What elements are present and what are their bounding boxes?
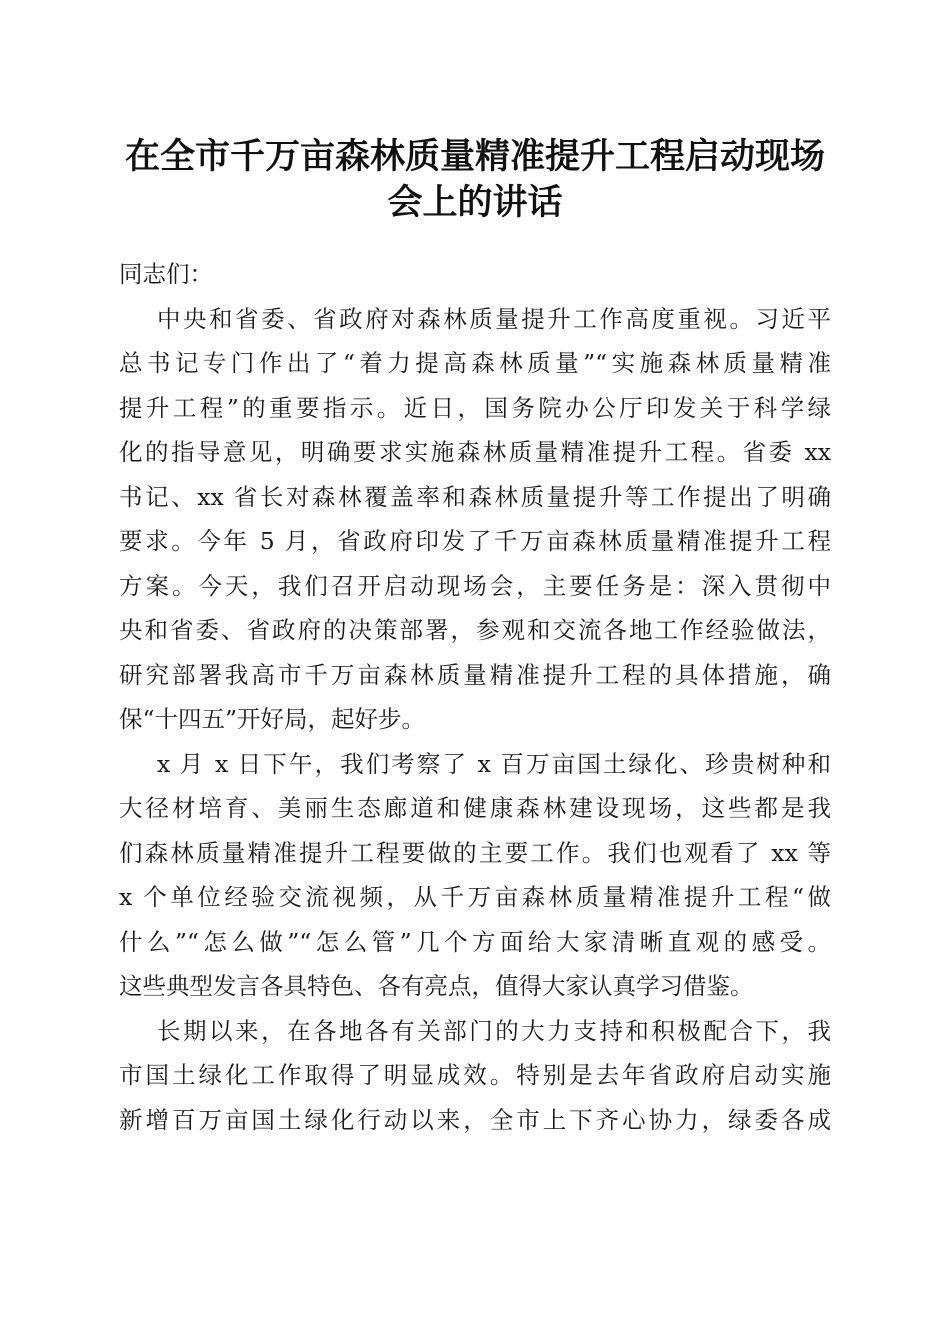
paragraph-line: 提升工程”的重要指示。近日，国务院办公厅印发关于科学绿 [119,393,831,422]
paragraph-line: x 月 x 日下午，我们考察了 x 百万亩国土绿化、珍贵树种和 [157,749,831,778]
salutation: 同志们： [119,260,213,288]
paragraph-line: 大径材培育、美丽生态廊道和健康森林建设现场，这些都是我 [119,794,831,822]
paragraph [119,742,831,1009]
paragraph-line: 市国土绿化工作取得了明显成效。特别是去年省政府启动实施 [119,1061,831,1089]
paragraph-line: 书记、xx 省长对森林覆盖率和森林质量提升等工作提出了明确 [119,482,831,511]
paragraph-line: 们森林质量精准提升工程要做的主要工作。我们也观看了 xx 等 [119,838,831,867]
paragraph-line: 保“十四五”开好局，起好步。 [119,705,426,733]
paragraph-line: 新增百万亩国土绿化行动以来，全市上下齐心协力，绿委各成 [119,1105,831,1134]
paragraph [119,297,831,742]
title-line: 会上的讲话 [387,182,563,223]
title-line: 在全市千万亩森林质量精准提升工程启动现场 [124,136,825,177]
paragraph-line: 要求。今年 5 月，省政府印发了千万亩森林质量精准提升工程 [119,527,831,555]
paragraph-line: 中央和省委、省政府对森林质量提升工作高度重视。习近平 [157,304,831,333]
paragraph-line: 方案。今天，我们召开启动现场会，主要任务是：深入贯彻中 [119,571,831,600]
paragraph-line: 这些典型发言各具特色、各有亮点，值得大家认真学习借鉴。 [119,972,754,1000]
paragraph-line: 总书记专门作出了“着力提高森林质量”“实施森林质量精准 [119,349,831,377]
paragraph-line: 研究部署我高市千万亩森林质量精准提升工程的具体措施，确 [119,660,831,689]
document-title [100,134,850,226]
paragraph-line: 长期以来，在各地各有关部门的大力支持和积极配合下，我 [157,1016,831,1045]
paragraph-line: 央和省委、省政府的决策部署，参观和交流各地工作经验做法， [119,616,831,644]
paragraph-line: 化的指导意见，明确要求实施森林质量精准提升工程。省委 xx [119,438,831,466]
paragraph [119,1009,831,1143]
paragraph-line: x 个单位经验交流视频，从千万亩森林质量精准提升工程“做 [119,883,831,911]
document-body [119,252,831,1142]
paragraph-line: 什么”“怎么做”“怎么管”几个方面给大家清晰直观的感受。 [119,927,831,956]
